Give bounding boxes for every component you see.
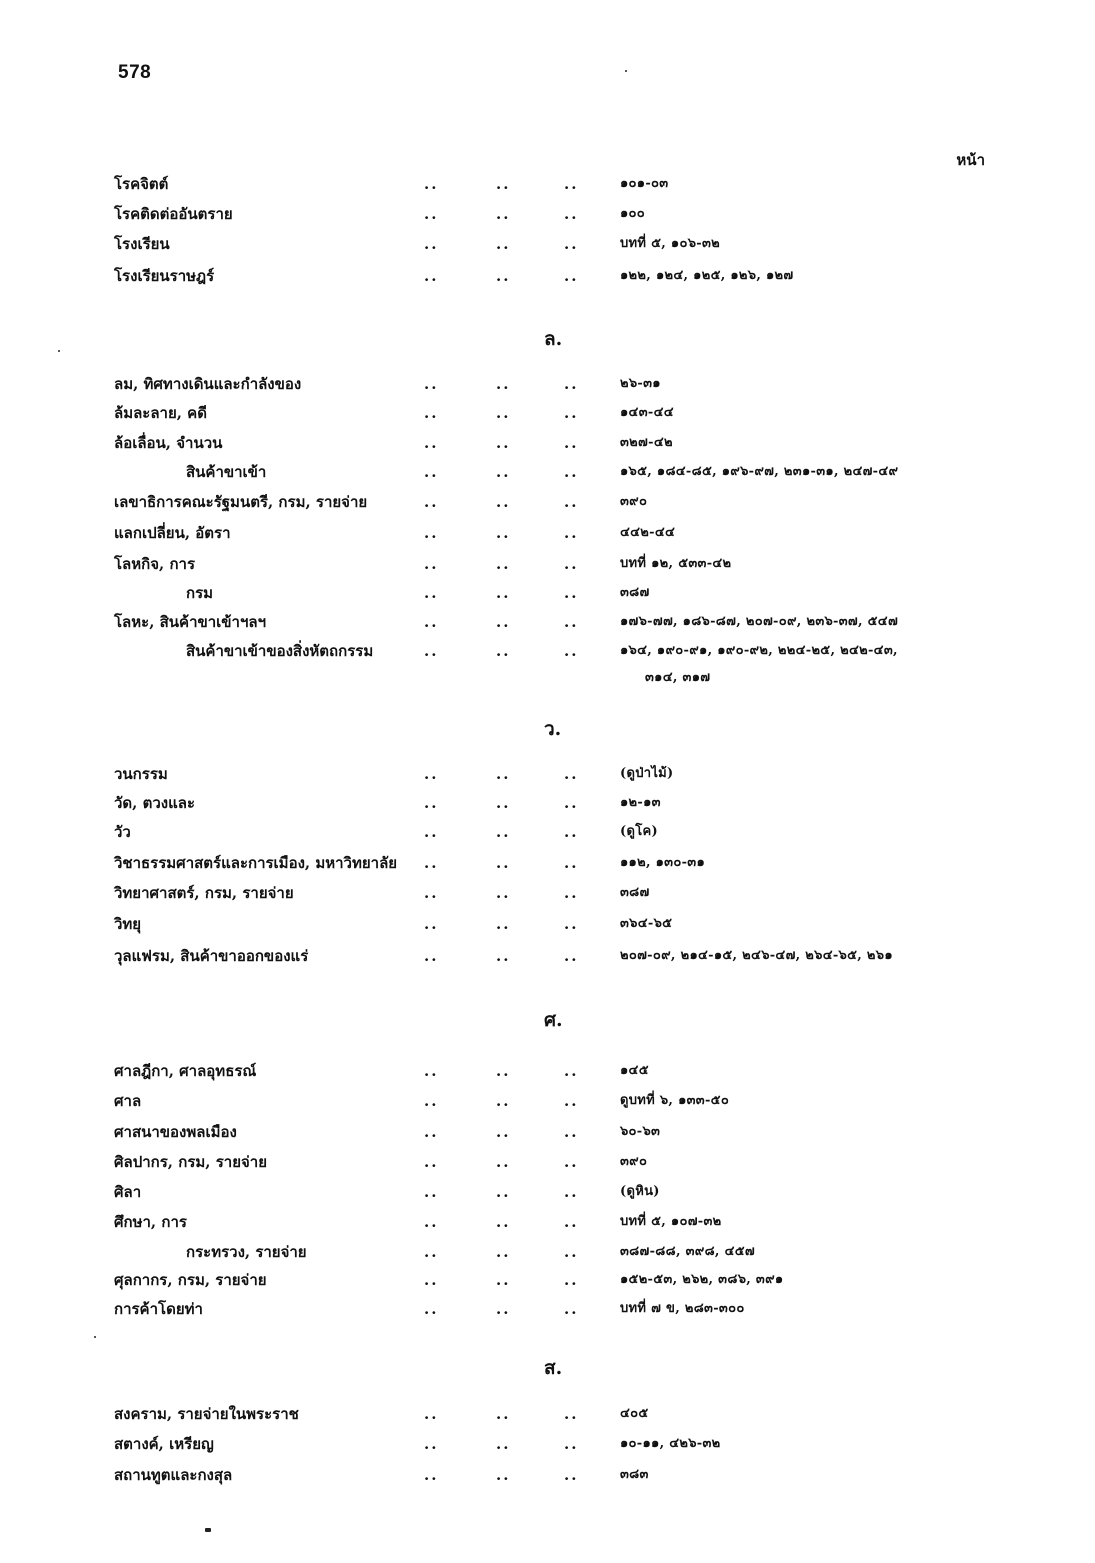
- leader-dot: ..: [424, 613, 439, 631]
- index-term: ศาลฎีกา, ศาลอุทธรณ์: [114, 1062, 257, 1080]
- page-reference: ๓๒๗-๔๒: [620, 435, 673, 450]
- leader-dot: ..: [424, 584, 439, 602]
- leader-dot: ..: [496, 205, 511, 223]
- leader-dot: ..: [496, 613, 511, 631]
- index-term: สินค้าขาเข้าของสิ่งหัตถกรรม: [186, 642, 374, 660]
- leader-dot: ..: [496, 1062, 511, 1080]
- page-reference: ๒๐๗-๐๙, ๒๑๔-๑๕, ๒๔๖-๔๗, ๒๖๔-๖๕, ๒๖๑: [620, 948, 893, 963]
- scan-speck: [205, 1528, 211, 1532]
- leader-dot: ..: [424, 463, 439, 481]
- leader-dot: ..: [496, 1435, 511, 1453]
- leader-dot: ..: [496, 555, 511, 573]
- index-term: วิทยุ: [114, 915, 142, 933]
- leader-dot: ..: [496, 1405, 511, 1423]
- leader-dot: ..: [424, 794, 439, 812]
- index-term: ศาสนาของพลเมือง: [114, 1123, 237, 1141]
- leader-dot: ..: [564, 1183, 579, 1201]
- index-entry: [0, 1148, 1095, 1176]
- leader-dot: ..: [424, 1213, 439, 1231]
- section-letter: ส.: [544, 1357, 563, 1379]
- page-reference: ๑๗๖-๗๗, ๑๘๖-๘๗, ๒๐๗-๐๙, ๒๓๖-๓๗, ๕๔๗: [620, 614, 899, 629]
- index-entry: [0, 399, 1095, 427]
- index-entry: [0, 942, 1095, 970]
- page-reference: ๓๖๔-๖๕: [620, 916, 673, 931]
- index-entry: [0, 760, 1095, 788]
- index-term: วัว: [114, 823, 131, 841]
- leader-dot: ..: [424, 1405, 439, 1423]
- leader-dot: ..: [496, 1466, 511, 1484]
- leader-dot: ..: [496, 854, 511, 872]
- leader-dot: ..: [564, 823, 579, 841]
- leader-dot: ..: [564, 854, 579, 872]
- leader-dot: ..: [424, 642, 439, 660]
- index-term: ศาล: [114, 1092, 142, 1110]
- index-entry: [0, 1178, 1095, 1206]
- leader-dot: ..: [424, 205, 439, 223]
- page-reference: ๓๘๗: [620, 885, 650, 900]
- leader-dot: ..: [564, 613, 579, 631]
- index-entry: [0, 1430, 1095, 1458]
- page-reference: ๑๖๕, ๑๘๔-๘๕, ๑๙๖-๙๗, ๒๓๑-๓๑, ๒๔๗-๔๙: [620, 464, 899, 479]
- leader-dot: ..: [424, 235, 439, 253]
- leader-dot: ..: [564, 524, 579, 542]
- leader-dot: ..: [496, 1300, 511, 1318]
- leader-dot: ..: [496, 463, 511, 481]
- page-reference: ๑๒-๑๓: [620, 795, 661, 810]
- index-term: สงคราม, รายจ่ายในพระราช: [114, 1405, 299, 1423]
- leader-dot: ..: [564, 235, 579, 253]
- index-term: แลกเปลี่ยน, อัตรา: [114, 524, 231, 542]
- index-term: ล้มละลาย, คดี: [114, 404, 207, 422]
- leader-dot: ..: [424, 854, 439, 872]
- leader-dot: ..: [564, 884, 579, 902]
- page-reference: ๔๐๕: [620, 1406, 649, 1421]
- index-entry: [0, 230, 1095, 258]
- leader-dot: ..: [424, 823, 439, 841]
- leader-dot: ..: [424, 1435, 439, 1453]
- scan-speck: [94, 1336, 96, 1338]
- leader-dot: ..: [496, 524, 511, 542]
- index-term: โรคจิตต์: [114, 175, 169, 193]
- index-entry: [0, 1400, 1095, 1428]
- index-entry: [0, 370, 1095, 398]
- index-term: วนกรรม: [114, 765, 168, 783]
- index-entry: [0, 608, 1095, 636]
- index-term: โรงเรียนราษฎร์: [114, 267, 215, 285]
- index-entry: [0, 637, 1095, 665]
- leader-dot: ..: [496, 375, 511, 393]
- leader-dot: ..: [564, 584, 579, 602]
- index-term: สินค้าขาเข้า: [186, 463, 267, 481]
- index-entry: [0, 262, 1095, 290]
- leader-dot: ..: [564, 947, 579, 965]
- leader-dot: ..: [424, 175, 439, 193]
- index-term: การค้าโดยท่า: [114, 1300, 203, 1318]
- index-entry: [0, 1087, 1095, 1115]
- index-entry: [0, 664, 1095, 692]
- index-entry: [0, 849, 1095, 877]
- leader-dot: ..: [564, 267, 579, 285]
- leader-dot: ..: [496, 1123, 511, 1141]
- section-letter: ว.: [544, 718, 562, 740]
- index-entry: [0, 1057, 1095, 1085]
- leader-dot: ..: [496, 235, 511, 253]
- index-term: สตางค์, เหรียญ: [114, 1435, 214, 1453]
- leader-dot: ..: [564, 1405, 579, 1423]
- page-reference: ๓๘๓: [620, 1467, 649, 1482]
- leader-dot: ..: [564, 1243, 579, 1261]
- page-reference: ๔๔๒-๔๔: [620, 525, 676, 540]
- index-entry: [0, 519, 1095, 547]
- leader-dot: ..: [564, 1271, 579, 1289]
- leader-dot: ..: [564, 1092, 579, 1110]
- page-reference: ๑๐๑-๐๓: [620, 176, 669, 191]
- leader-dot: ..: [496, 765, 511, 783]
- leader-dot: ..: [424, 267, 439, 285]
- page-reference: (ดูหิน): [620, 1184, 660, 1199]
- leader-dot: ..: [424, 1062, 439, 1080]
- index-entry: [0, 1118, 1095, 1146]
- leader-dot: ..: [496, 267, 511, 285]
- leader-dot: ..: [496, 1243, 511, 1261]
- index-term: วิทยาศาสตร์, กรม, รายจ่าย: [114, 884, 294, 902]
- page-reference: ๓๙๐: [620, 1154, 648, 1169]
- leader-dot: ..: [564, 463, 579, 481]
- leader-dot: ..: [564, 1300, 579, 1318]
- leader-dot: ..: [424, 765, 439, 783]
- index-term: ศึกษา, การ: [114, 1213, 187, 1231]
- leader-dot: ..: [424, 555, 439, 573]
- index-entry: [0, 789, 1095, 817]
- page-reference: ๑๖๔, ๑๙๐-๙๑, ๑๙๐-๙๒, ๒๒๔-๒๕, ๒๔๒-๔๓,: [620, 643, 898, 658]
- leader-dot: ..: [424, 1092, 439, 1110]
- index-entry: [0, 458, 1095, 486]
- page-reference: (ดูโค): [620, 824, 658, 839]
- page-reference: ๑๔๕: [620, 1063, 649, 1078]
- page-reference: ๑๕๒-๕๓, ๒๖๒, ๓๘๖, ๓๙๑: [620, 1272, 784, 1287]
- page-reference: (ดูป่าไม้): [620, 766, 674, 781]
- leader-dot: ..: [564, 1153, 579, 1171]
- leader-dot: ..: [496, 404, 511, 422]
- page-reference: บทที่ ๕, ๑๐๖-๓๒: [620, 236, 720, 251]
- page-reference: ๓๘๗: [620, 585, 650, 600]
- leader-dot: ..: [564, 642, 579, 660]
- leader-dot: ..: [564, 1062, 579, 1080]
- leader-dot: ..: [496, 642, 511, 660]
- page-reference: ๑๔๓-๔๔: [620, 405, 674, 420]
- leader-dot: ..: [564, 493, 579, 511]
- page-reference: ๓๘๗-๘๘, ๓๙๘, ๔๕๗: [620, 1244, 755, 1259]
- index-term: สถานทูตและกงสุล: [114, 1466, 233, 1484]
- leader-dot: ..: [424, 434, 439, 452]
- page-reference: ๑๑๒, ๑๓๐-๓๑: [620, 855, 706, 870]
- leader-dot: ..: [564, 1123, 579, 1141]
- leader-dot: ..: [564, 1435, 579, 1453]
- page-reference: ๒๖-๓๑: [620, 376, 661, 391]
- leader-dot: ..: [424, 915, 439, 933]
- leader-dot: ..: [496, 493, 511, 511]
- index-term: วิชาธรรมศาสตร์และการเมือง, มหาวิทยาลัย: [114, 854, 398, 872]
- leader-dot: ..: [424, 1300, 439, 1318]
- column-heading: หน้า: [956, 151, 985, 169]
- section-letter: ศ.: [544, 1009, 563, 1031]
- index-entry: [0, 170, 1095, 198]
- leader-dot: ..: [564, 1213, 579, 1231]
- leader-dot: ..: [496, 1213, 511, 1231]
- index-term: วัด, ตวงและ: [114, 794, 196, 812]
- index-entry: [0, 910, 1095, 938]
- index-term: ศิลา: [114, 1183, 142, 1201]
- index-entry: [0, 488, 1095, 516]
- index-entry: [0, 879, 1095, 907]
- index-term: ล้อเลื่อน, จำนวน: [114, 434, 223, 452]
- index-term: โรคติดต่ออันตราย: [114, 205, 233, 223]
- leader-dot: ..: [564, 765, 579, 783]
- index-entry: [0, 550, 1095, 578]
- leader-dot: ..: [496, 1183, 511, 1201]
- leader-dot: ..: [496, 175, 511, 193]
- leader-dot: ..: [564, 794, 579, 812]
- page-reference: ๓๑๔, ๓๑๗: [645, 670, 711, 685]
- index-term: โลหะ, สินค้าขาเข้าฯลฯ: [114, 613, 267, 631]
- leader-dot: ..: [496, 794, 511, 812]
- page-reference: ๓๙๐: [620, 494, 648, 509]
- leader-dot: ..: [424, 493, 439, 511]
- leader-dot: ..: [496, 1153, 511, 1171]
- leader-dot: ..: [424, 1123, 439, 1141]
- leader-dot: ..: [496, 434, 511, 452]
- page-reference: บทที่ ๗ ข, ๒๘๓-๓๐๐: [620, 1301, 745, 1316]
- section-letter: ล.: [544, 328, 563, 350]
- leader-dot: ..: [424, 1153, 439, 1171]
- leader-dot: ..: [424, 947, 439, 965]
- index-term: เลขาธิการคณะรัฐมนตรี, กรม, รายจ่าย: [114, 493, 368, 511]
- index-entry: [0, 200, 1095, 228]
- index-term: ศุลกากร, กรม, รายจ่าย: [114, 1271, 267, 1289]
- page-reference: บทที่ ๑๒, ๕๓๓-๔๒: [620, 556, 732, 571]
- leader-dot: ..: [424, 1183, 439, 1201]
- page-reference: ๑๐-๑๑, ๔๒๖-๓๒: [620, 1436, 721, 1451]
- leader-dot: ..: [564, 205, 579, 223]
- leader-dot: ..: [496, 884, 511, 902]
- page-reference: ๑๒๒, ๑๒๔, ๑๒๕, ๑๒๖, ๑๒๗: [620, 268, 794, 283]
- leader-dot: ..: [564, 175, 579, 193]
- scan-speck: [625, 70, 627, 72]
- index-entry: [0, 1238, 1095, 1266]
- index-term: ศิลปากร, กรม, รายจ่าย: [114, 1153, 267, 1171]
- leader-dot: ..: [564, 555, 579, 573]
- leader-dot: ..: [496, 915, 511, 933]
- leader-dot: ..: [424, 1243, 439, 1261]
- page-reference: ดูบทที่ ๖, ๑๓๓-๕๐: [620, 1093, 730, 1108]
- leader-dot: ..: [496, 584, 511, 602]
- index-term: โลหกิจ, การ: [114, 555, 196, 573]
- leader-dot: ..: [424, 1271, 439, 1289]
- leader-dot: ..: [424, 404, 439, 422]
- leader-dot: ..: [424, 1466, 439, 1484]
- leader-dot: ..: [496, 947, 511, 965]
- index-entry: [0, 1266, 1095, 1294]
- index-term: ลม, ทิศทางเดินและกำลังของ: [114, 375, 302, 393]
- scan-speck: [58, 350, 60, 352]
- leader-dot: ..: [424, 884, 439, 902]
- leader-dot: ..: [496, 1271, 511, 1289]
- leader-dot: ..: [424, 375, 439, 393]
- index-term: โรงเรียน: [114, 235, 170, 253]
- leader-dot: ..: [564, 1466, 579, 1484]
- leader-dot: ..: [424, 524, 439, 542]
- leader-dot: ..: [564, 915, 579, 933]
- leader-dot: ..: [564, 434, 579, 452]
- index-entry: [0, 1295, 1095, 1323]
- page-reference: ๖๐-๖๓: [620, 1124, 661, 1139]
- index-entry: [0, 818, 1095, 846]
- index-term: กรม: [186, 584, 214, 602]
- index-entry: [0, 579, 1095, 607]
- page-reference: ๑๐๐: [620, 206, 646, 221]
- page-reference: บทที่ ๕, ๑๐๗-๓๒: [620, 1214, 722, 1229]
- index-term: กระทรวง, รายจ่าย: [186, 1243, 307, 1261]
- index-entry: [0, 1461, 1095, 1489]
- page-number: 578: [118, 62, 152, 83]
- leader-dot: ..: [496, 1092, 511, 1110]
- index-term: วุลแฟรม, สินค้าขาออกของแร่: [114, 947, 309, 965]
- leader-dot: ..: [496, 823, 511, 841]
- leader-dot: ..: [564, 375, 579, 393]
- index-entry: [0, 429, 1095, 457]
- leader-dot: ..: [564, 404, 579, 422]
- index-entry: [0, 1208, 1095, 1236]
